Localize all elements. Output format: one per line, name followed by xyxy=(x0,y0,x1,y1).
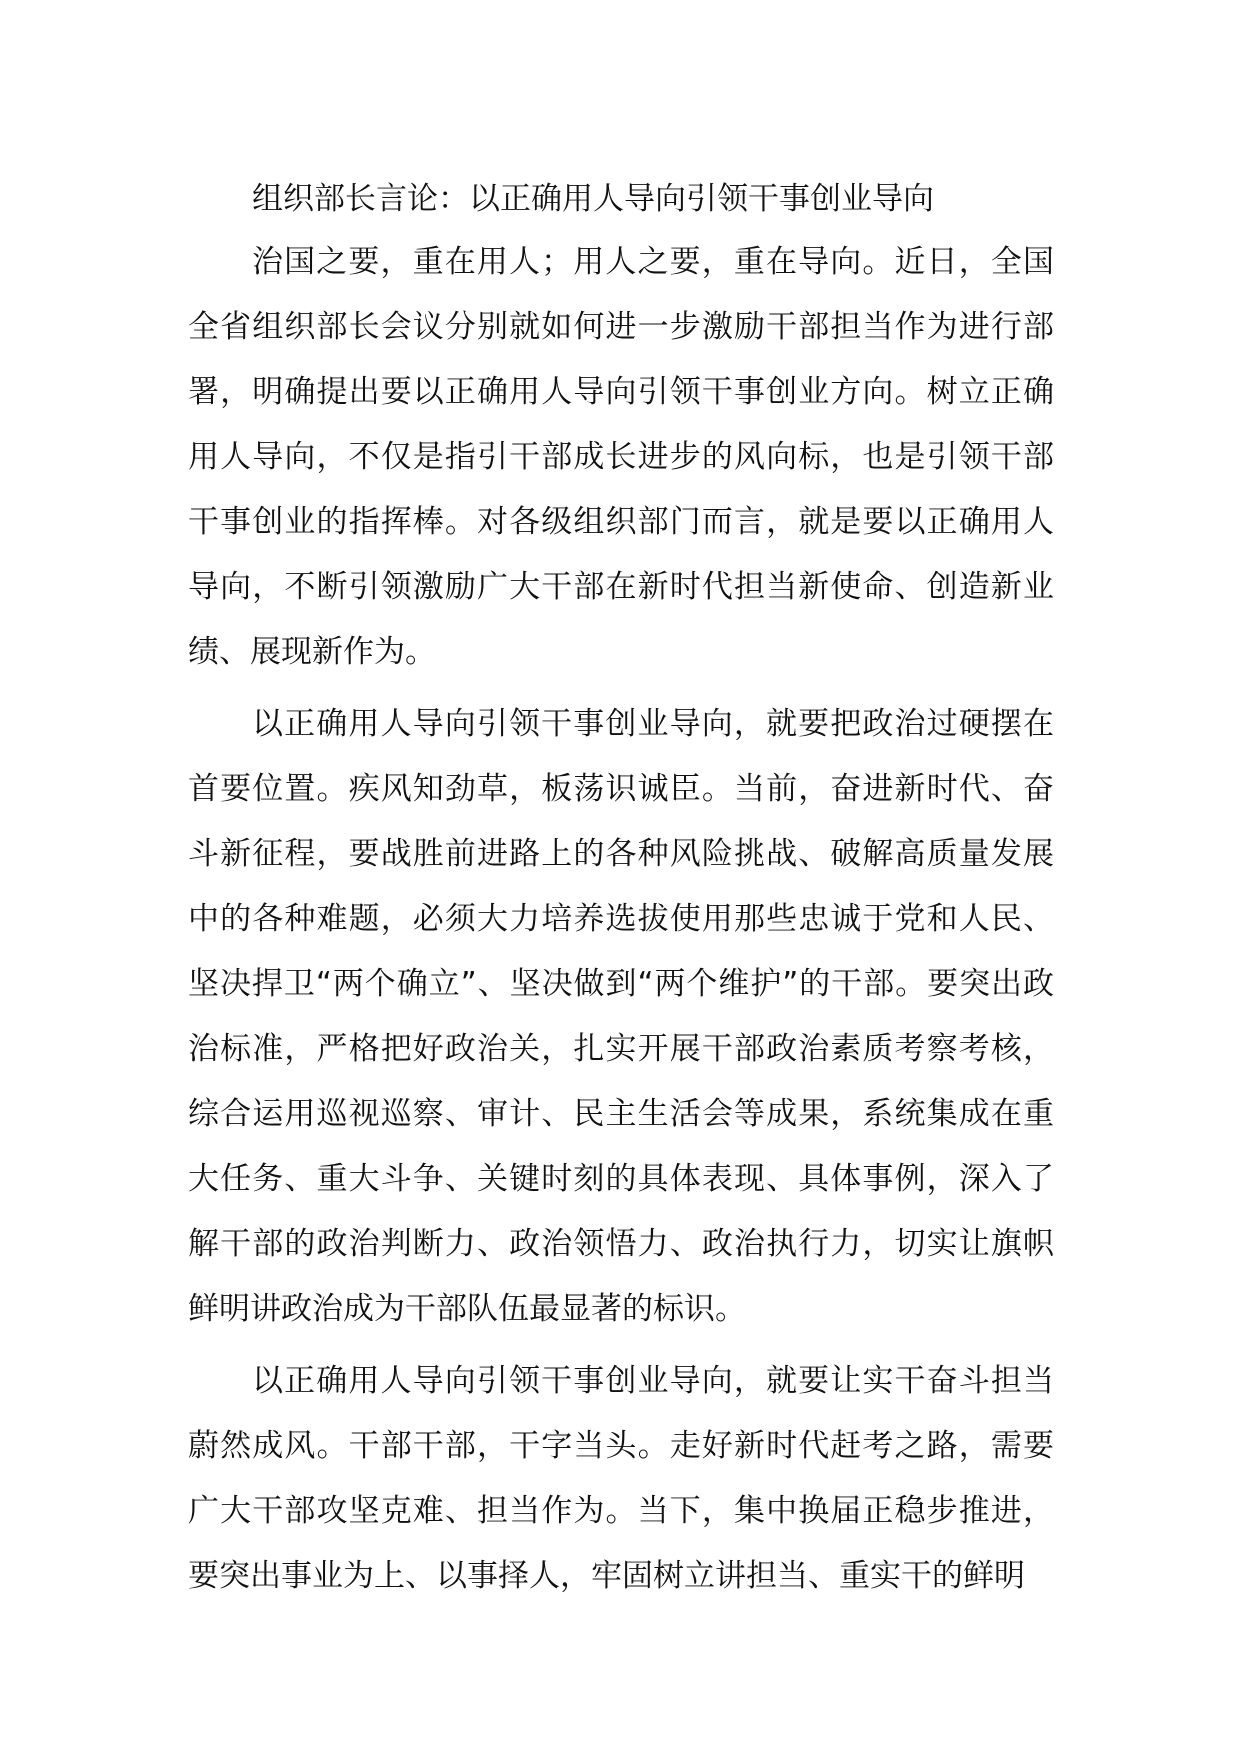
document-title: 组织部长言论：以正确用人导向引领干事创业导向 xyxy=(252,181,934,217)
paragraph-3: 以正确用人导向引领干事创业导向，就要让实干奋斗担当蔚然成风。干部干部，干字当头。走好新时代赶考之路，需要广大干部攻坚克难、担当作为。当下，集中换届正稳步推进，要突出事业为上、以事择人，牢固树立讲担当、重实干的鲜明 xyxy=(188,1363,1054,1594)
paragraph-2: 以正确用人导向引领干事创业导向，就要把政治过硬摆在首要位置。疾风知劲草，板荡识诚臣。当前，奋进新时代、奋斗新征程，要战胜前进路上的各种风险挑战、破解高质量发展中的各种难题，必须大力培养选拔使用那些忠诚于党和人民、坚决捍卫“两个确立”、坚决做到“两个维护”的干部。要突出政治标准，严格把好政治关，扎实开展干部政治素质考察考核，综合运用巡视巡察、审计、民主生活会等成果，系统集成在重大任务、重大斗争、关键时刻的具体表现、具体事例，深入了解干部的政治判断力、政治领悟力、政治执行力，切实让旗帜鲜明讲政治成为干部队伍最显著的标识。 xyxy=(188,706,1054,1327)
document-body xyxy=(188,168,1054,1616)
paragraph-1: 治国之要，重在用人；用人之要，重在导向。近日，全国全省组织部长会议分别就如何进一步激励干部担当作为进行部署，明确提出要以正确用人导向引领干事创业方向。树立正确用人导向，不仅是指引干部成长进步的风向标，也是引领干部干事创业的指挥棒。对各级组织部门而言，就是要以正确用人导向，不断引领激励广大干部在新时代担当新使命、创造新业绩、展现新作为。 xyxy=(188,244,1054,670)
